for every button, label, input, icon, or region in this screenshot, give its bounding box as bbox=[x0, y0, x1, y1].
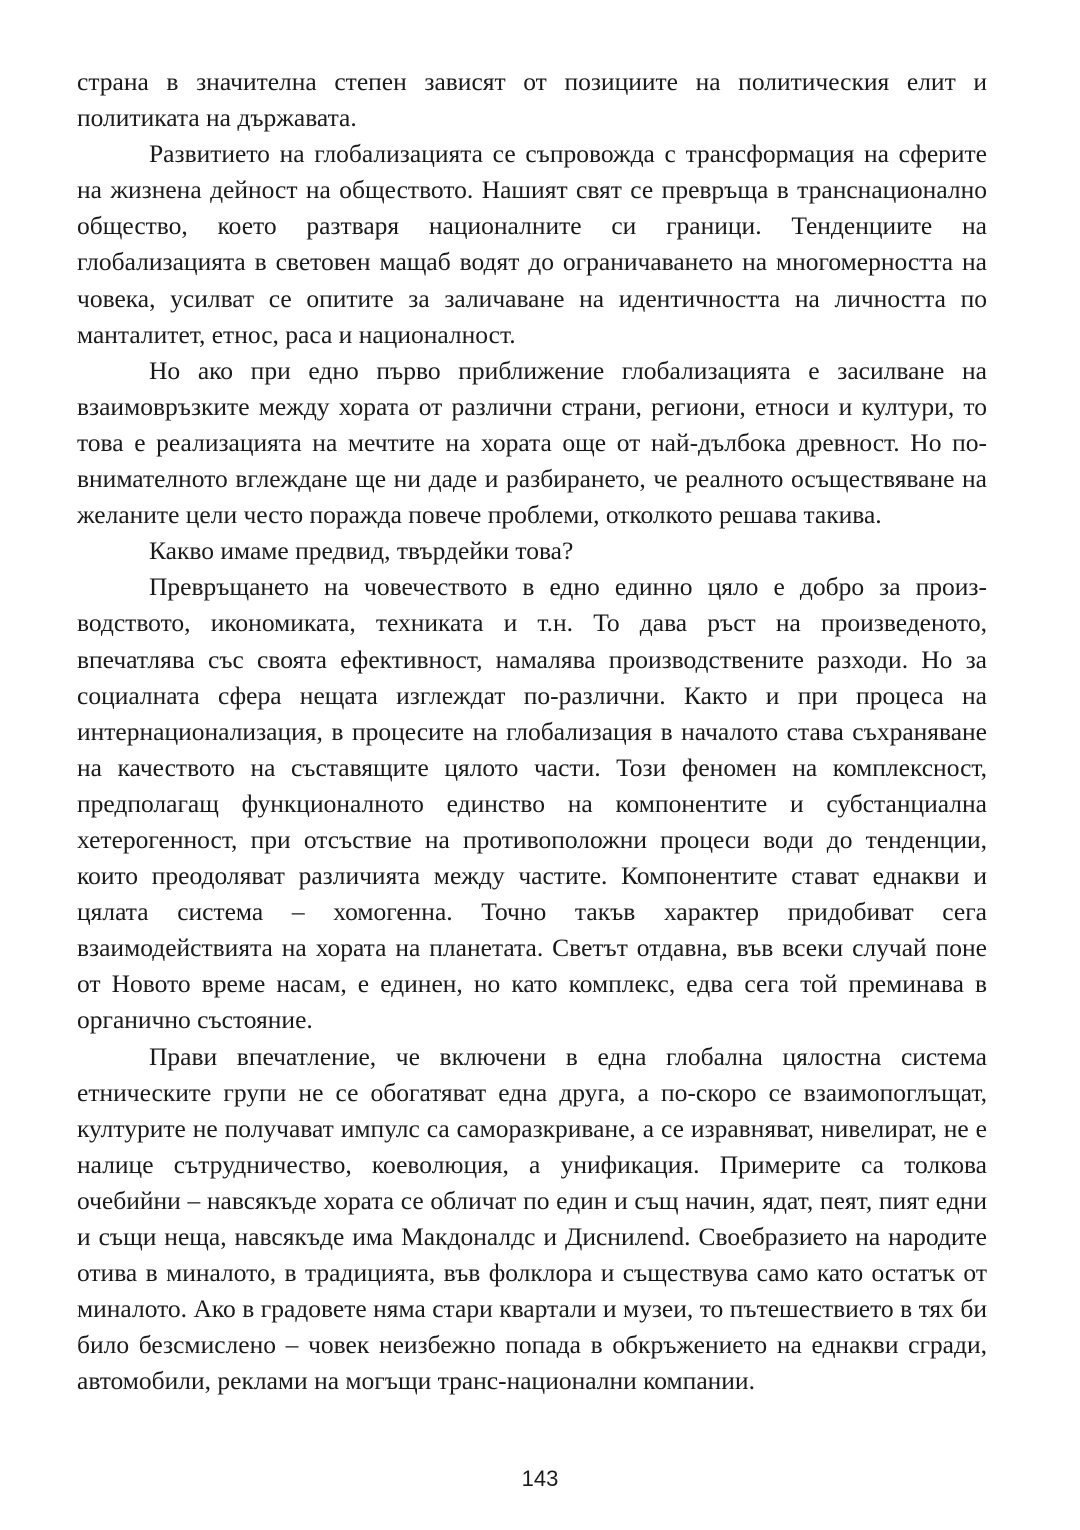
paragraph-2: Развитието на глобализацията се съпровожда с трансформация на сферите на жизнена дейност на обществото. Нашият свят се превръща в транснационално общество, което разтваря националните си граници. Тенденциите на глобализацията в световен мащаб водят до ограничаването на многомерността на човека, усилват се опитите за заличаване на идентичността на личността по манталитет, етнос, раса и националност. bbox=[77, 139, 987, 349]
paragraph-6: Прави впечатление, че включени в една глобална цялостна система етническите групи не се обогатяват една друга, а по-скоро се взаимопоглъщат, културите не получават импулс са саморазкриване, а се изравняват, нивелират, не е налице сътрудничество, коеволюция, а унификация. Примерите са толкова очебийни – навсякъде хората се обличат по един и същ начин, ядат, пеят, пият едни и същи неща, навсякъде има Макдоналдс и Диснилend. Своебразието на народите отива в миналото, в традицията, във фолклора и съществува само като остатък от миналото. Ако в градовете няма стари квартали и музеи, то пътешествието в тях би било безсмислено – човек неизбежно попада в обкръжението на еднакви сгради, автомобили, реклами на могъщи транс-национални компании. bbox=[77, 1041, 987, 1396]
paragraph-4: Какво имаме предвид, твърдейки това? bbox=[149, 536, 574, 566]
paragraph-3: Но ако при едно първо приближение глобализацията е засилване на взаимовръзките между хората от различни страни, региони, етноси и култури, то това е реализацията на мечтите на хората още от най-дълбока древност. Но по-внимателното вглеждане ще ни даде и разбирането, че реалното осъществяване на желаните цели често поражда повече проблеми, отколкото решава такива. bbox=[77, 355, 987, 530]
paragraph-5: Превръщането на човечеството в едно единно цяло е добро за производството, икономиката, техниката и т.н. То дава ръст на произведеното, впечатлява със своята ефективност, намалява производствените разходи. Но за социалната сфера нещата изглеждат по-различни. Както и при процеса на интернационализация, в процесите на глобализация в началото става съхраняване на качеството на съставящите цялото части. Този феномен на комплексност, предполагащ функционалното единство на компонентите и субстанциална хетерогенност, при отсъствие на противоположни процеси води до тенденции, които преодоляват различията между частите. Компонентите стават еднакви и цялата система – хомогенна. Точно такъв характер придобиват сега взаимодействията на хората на планетата. Светът отдавна, във всеки случай поне от Новото време насам, е единен, но като комплекс, едва сега той преминава в органично състояние. bbox=[77, 572, 987, 1035]
page-number: 143 bbox=[521, 1466, 559, 1491]
paragraph-1: страна в значителна степен зависят от позициите на политическия елит и политиката на държавата. bbox=[77, 67, 987, 133]
page-body bbox=[77, 64, 987, 1399]
